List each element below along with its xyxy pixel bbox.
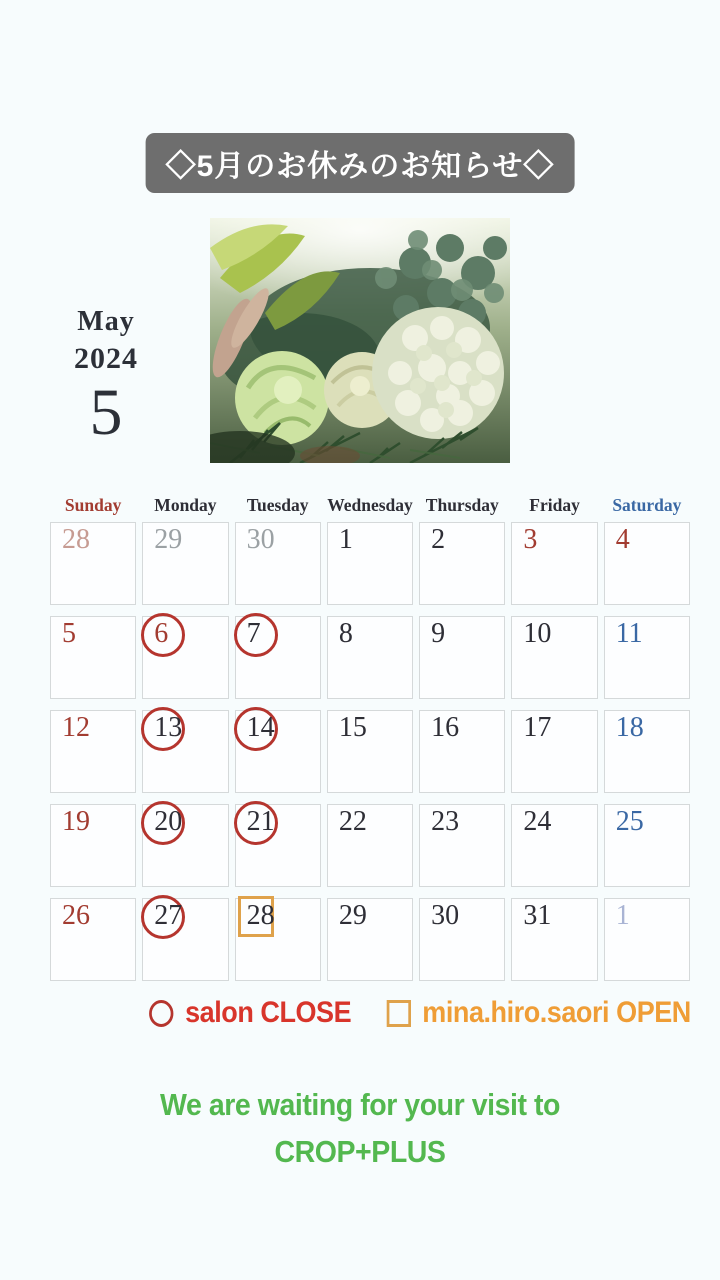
day-number: 19	[62, 806, 90, 837]
month-year: 2024	[74, 342, 138, 375]
day-number: 28	[246, 900, 275, 931]
day-number: 30	[431, 900, 460, 931]
legend-close-label: salon CLOSE	[185, 996, 352, 1029]
day-number: 15	[338, 712, 367, 743]
calendar-day-cell	[511, 710, 597, 793]
day-number: 10	[523, 618, 552, 649]
day-number: 1	[615, 900, 630, 931]
day-number: 23	[431, 806, 460, 837]
day-number: 25	[615, 806, 644, 837]
legend-items	[149, 996, 691, 1030]
calendar-day-cell	[327, 898, 413, 981]
day-number: 3	[523, 524, 538, 555]
day-number: 29	[154, 524, 183, 555]
calendar-day-cell	[327, 804, 413, 887]
day-number: 17	[523, 712, 552, 743]
day-number: 22	[338, 806, 367, 837]
day-number: 26	[62, 900, 90, 931]
day-number: 7	[246, 618, 261, 649]
month-label	[50, 306, 162, 447]
calendar-day-cell	[50, 522, 136, 605]
day-number: 6	[154, 618, 169, 649]
calendar-day-cell	[327, 710, 413, 793]
day-header-monday: Monday	[154, 495, 217, 515]
day-number: 30	[246, 524, 275, 555]
footer-line-2: CROP+PLUS	[274, 1133, 446, 1169]
day-header-friday: Friday	[529, 495, 580, 515]
calendar-day-cell	[235, 804, 321, 887]
footer-message	[0, 1082, 720, 1175]
close-circle-icon	[149, 1000, 173, 1027]
day-number: 27	[154, 900, 183, 931]
month-number: 5	[89, 376, 123, 449]
calendar-day-cell	[235, 898, 321, 981]
calendar-day-cell	[604, 898, 690, 981]
day-number: 18	[615, 712, 644, 743]
calendar-day-cell	[511, 616, 597, 699]
day-header-tuesday: Tuesday	[246, 495, 309, 515]
calendar-header-row	[50, 495, 690, 516]
announcement-banner: ◇5月のお休みのお知らせ◇	[146, 133, 575, 193]
calendar-day-cell	[604, 804, 690, 887]
day-header-wednesday: Wednesday	[327, 495, 413, 515]
calendar-day-cell	[419, 616, 505, 699]
calendar-day-cell	[235, 522, 321, 605]
day-number: 24	[523, 806, 552, 837]
day-number: 14	[246, 712, 275, 743]
calendar-day-cell	[142, 898, 228, 981]
calendar-day-cell	[419, 710, 505, 793]
calendar-day-cell	[50, 710, 136, 793]
calendar-day-cell	[235, 616, 321, 699]
calendar-day-cell	[604, 710, 690, 793]
day-number: 21	[246, 806, 275, 837]
calendar-day-cell	[142, 710, 228, 793]
day-number: 29	[338, 900, 367, 931]
day-number: 12	[62, 712, 90, 743]
day-header-saturday: Saturday	[612, 495, 682, 515]
calendar-day-cell	[142, 616, 228, 699]
calendar-day-cell	[235, 710, 321, 793]
calendar-grid	[50, 522, 690, 981]
day-number: 5	[62, 618, 76, 649]
calendar-day-cell	[419, 522, 505, 605]
day-number: 16	[431, 712, 460, 743]
flower-photo-illustration	[210, 218, 510, 463]
calendar-day-cell	[511, 898, 597, 981]
flower-photo	[210, 218, 510, 463]
calendar-day-cell	[604, 616, 690, 699]
day-number: 31	[523, 900, 552, 931]
calendar-day-cell	[142, 522, 228, 605]
calendar-day-cell	[142, 804, 228, 887]
calendar-day-cell	[327, 522, 413, 605]
day-header-thursday: Thursday	[425, 495, 499, 515]
day-number: 4	[615, 524, 630, 555]
day-number: 28	[62, 524, 90, 555]
calendar-day-cell	[327, 616, 413, 699]
calendar-day-cell	[511, 804, 597, 887]
day-number: 2	[431, 524, 446, 555]
calendar-day-cell	[50, 616, 136, 699]
day-number: 20	[154, 806, 183, 837]
footer-line-1: We are waiting for your visit to	[160, 1087, 560, 1122]
day-number: 13	[154, 712, 183, 743]
day-number: 11	[615, 618, 643, 649]
calendar-day-cell	[604, 522, 690, 605]
calendar-day-cell	[419, 804, 505, 887]
legend-open-label: mina.hiro.saori OPEN	[422, 996, 691, 1029]
legend	[120, 996, 720, 1030]
month-name: May	[77, 306, 135, 337]
calendar-day-cell	[50, 898, 136, 981]
calendar	[50, 495, 690, 981]
calendar-day-cell	[419, 898, 505, 981]
day-number: 8	[338, 618, 353, 649]
day-number: 1	[338, 524, 353, 555]
open-square-icon	[386, 1000, 410, 1027]
day-number: 9	[431, 618, 446, 649]
calendar-day-cell	[511, 522, 597, 605]
day-header-sunday: Sunday	[64, 495, 122, 515]
calendar-day-cell	[50, 804, 136, 887]
